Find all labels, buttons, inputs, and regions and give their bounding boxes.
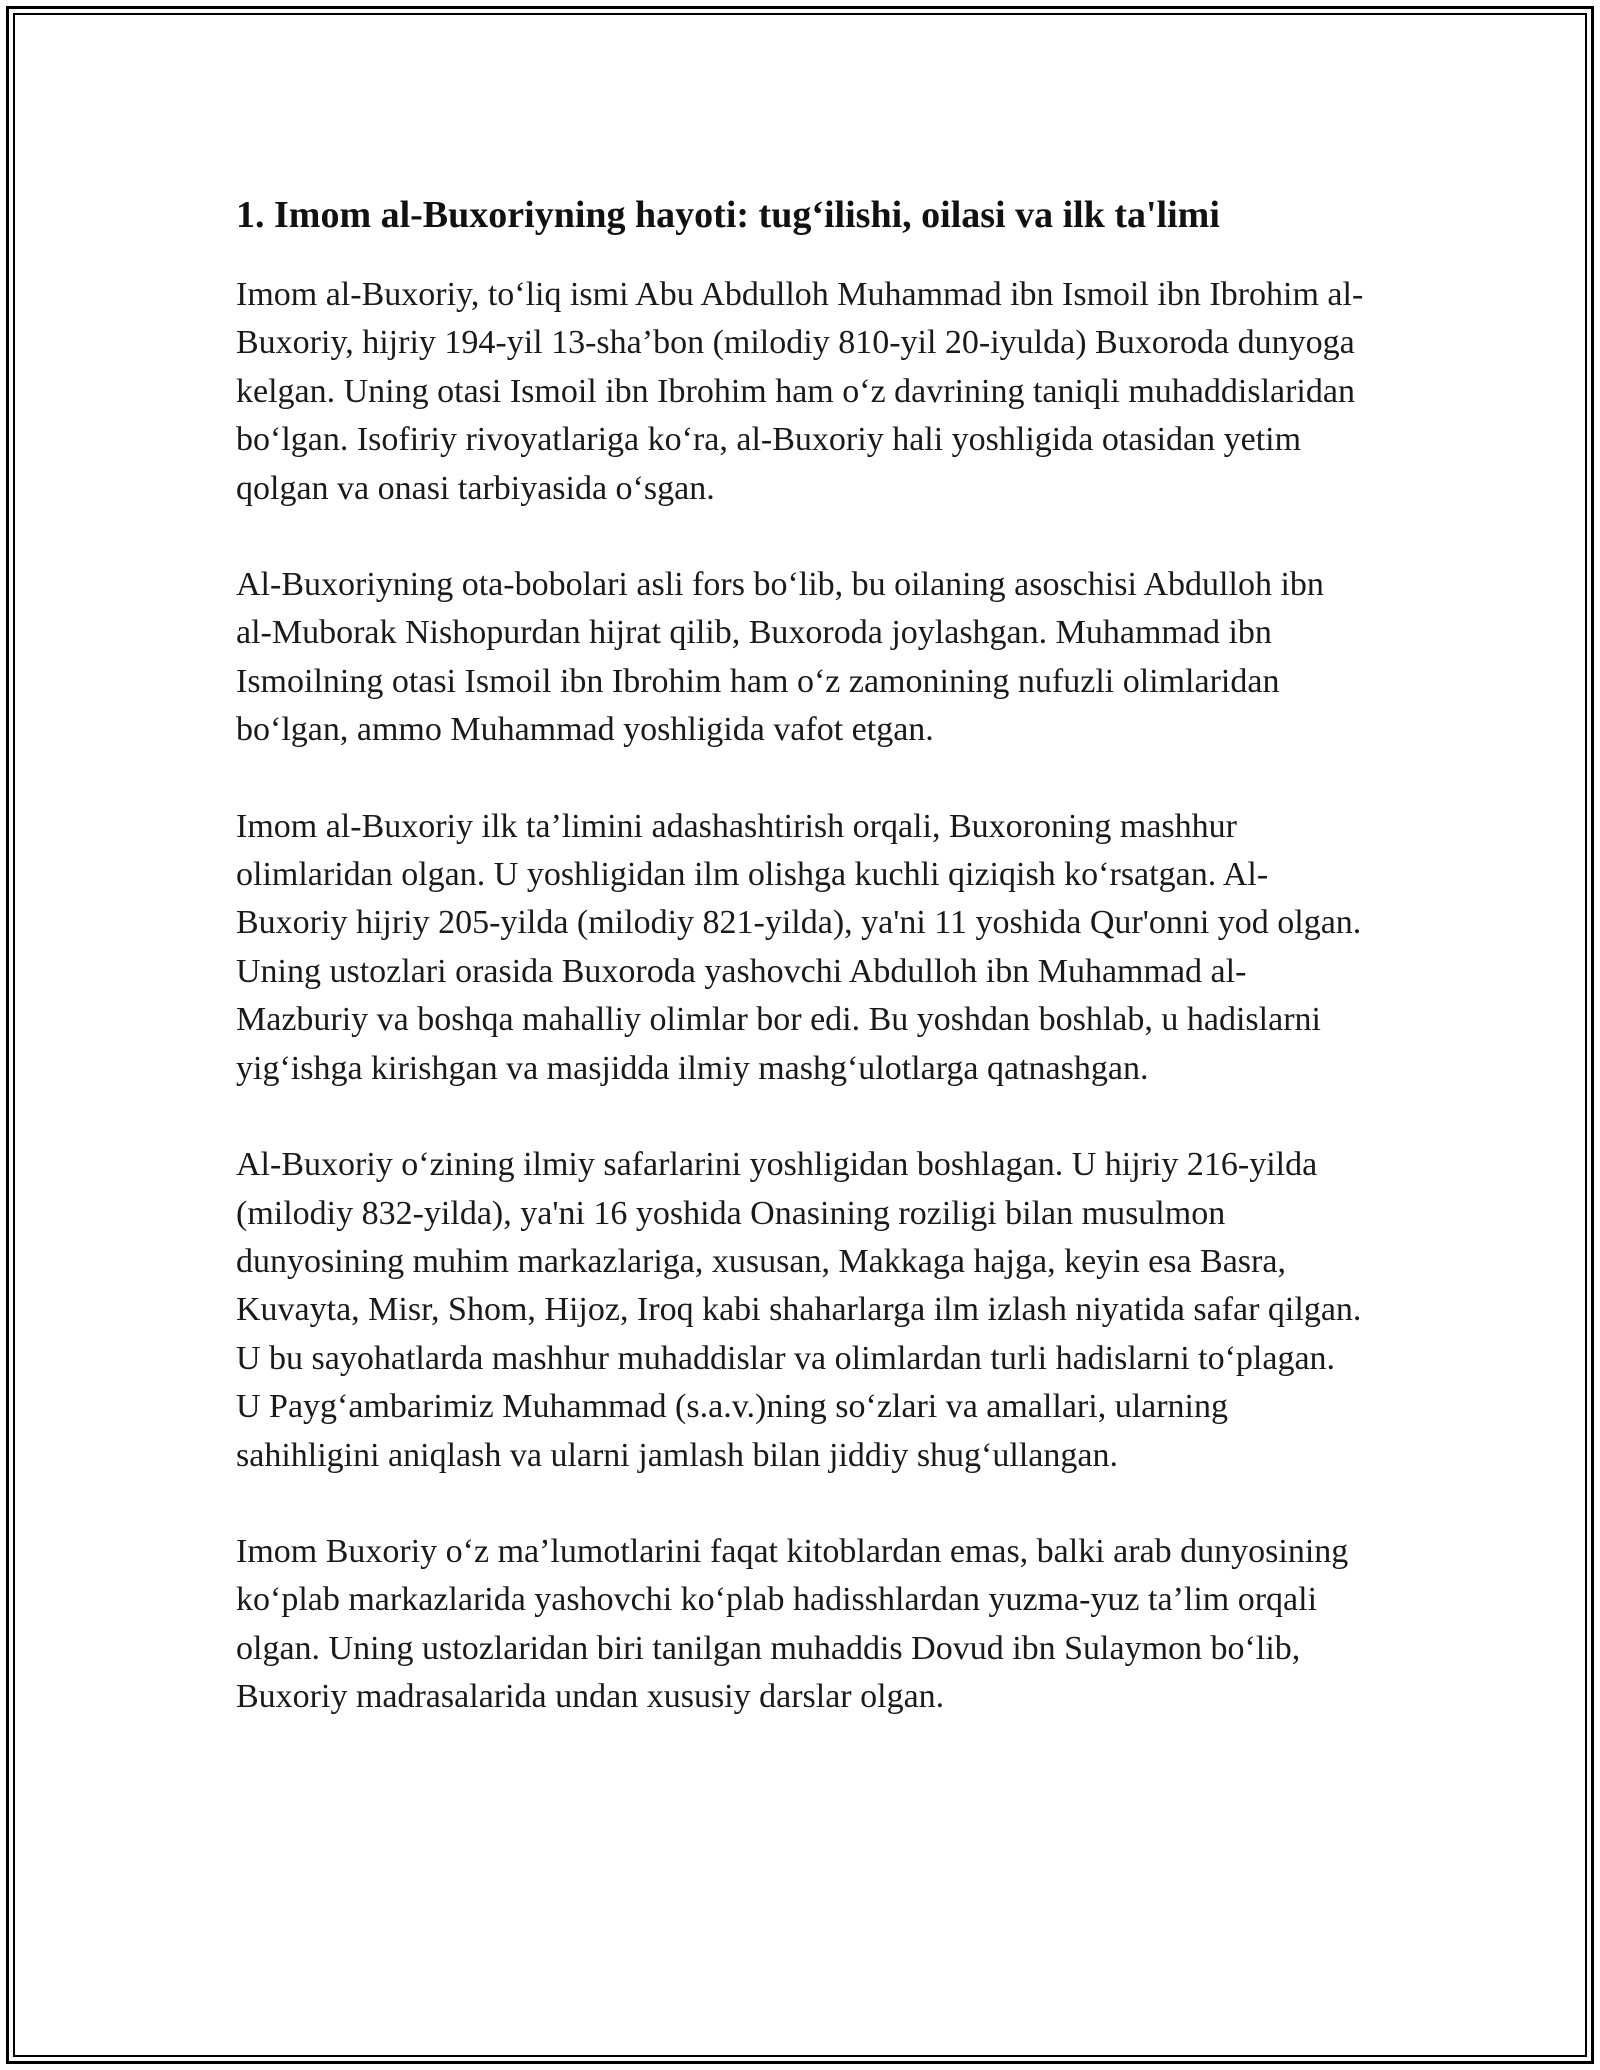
paragraph-travels: Al-Buxoriy o‘zining ilmiy safarlarini yoshligidan boshlagan. U hijriy 216-yilda (milodiy 832-yilda), ya'ni 16 yoshida Onasining roziligi bilan musulmon dunyosining muhim markazlariga, xususan, Makkaga hajga, keyin esa Basra, Kuvayta, Misr, Shom, Hijoz, Iroq kabi shaharlarga ilm izlash niyatida safar qilgan. U bu sayohatlarda mashhur muhaddislar va olimlardan turli hadislarni to‘plagan. U Payg‘ambarimiz Muhammad (s.a.v.)ning so‘zlari va amallari, ularning sahihligini aniqlash va ularni jamlash bilan jiddiy shug‘ullangan. bbox=[236, 1146, 1362, 1474]
section-heading: 1. Imom al-Buxoriyning hayoti: tug‘ilishi, oilasi va ilk ta'limi bbox=[236, 194, 1220, 236]
paragraph-early-education: Imom al-Buxoriy ilk ta’limini adashashtirish orqali, Buxoroning mashhur olimlaridan olgan. U yoshligidan ilm olishga kuchli qiziqish ko‘rsatgan. Al-Buxoriy hijriy 205-yilda (milodiy 821-yilda), ya'ni 11 yoshida Qur'onni yod olgan. Uning ustozlari orasida Buxoroda yashovchi Abdulloh ibn Muhammad al-Mazburiy va boshqa mahalliy olimlar bor edi. Bu yoshdan boshlab, u hadislarni yig‘ishga kirishgan va masjidda ilmiy mashg‘ulotlarga qatnashgan. bbox=[236, 807, 1362, 1087]
paragraph-ancestry: Al-Buxoriyning ota-bobolari asli fors bo‘lib, bu oilaning asoschisi Abdulloh ibn al-Muborak Nishopurdan hijrat qilib, Buxoroda joylashgan. Muhammad ibn Ismoilning otasi Ismoil ibn Ibrohim ham o‘z zamonining nufuzli olimlaridan bo‘lgan, ammo Muhammad yoshligida vafot etgan. bbox=[236, 566, 1324, 749]
paragraph-birth: Imom al-Buxoriy, to‘liq ismi Abu Abdulloh Muhammad ibn Ismoil ibn Ibrohim al-Buxoriy, hijriy 194-yil 13-sha’bon (milodiy 810-yil 20-iyulda) Buxoroda dunyoga kelgan. Uning otasi Ismoil ibn Ibrohim ham o‘z davrining taniqli muhaddislaridan bo‘lgan. Isofiriy rivoyatlariga ko‘ra, al-Buxoriy hali yoshligida otasidan yetim qolgan va onasi tarbiyasida o‘sgan. bbox=[236, 276, 1364, 507]
document-body bbox=[236, 185, 1366, 1770]
paragraph-teachers: Imom Buxoriy o‘z ma’lumotlarini faqat kitoblardan emas, balki arab dunyosining ko‘plab markazlarida yashovchi ko‘plab hadisshlardan yuzma-yuz ta’lim orqali olgan. Uning ustozlaridan biri tanilgan muhaddis Dovud ibn Sulaymon bo‘lib, Buxoriy madrasalarida undan xususiy darslar olgan. bbox=[236, 1532, 1349, 1716]
